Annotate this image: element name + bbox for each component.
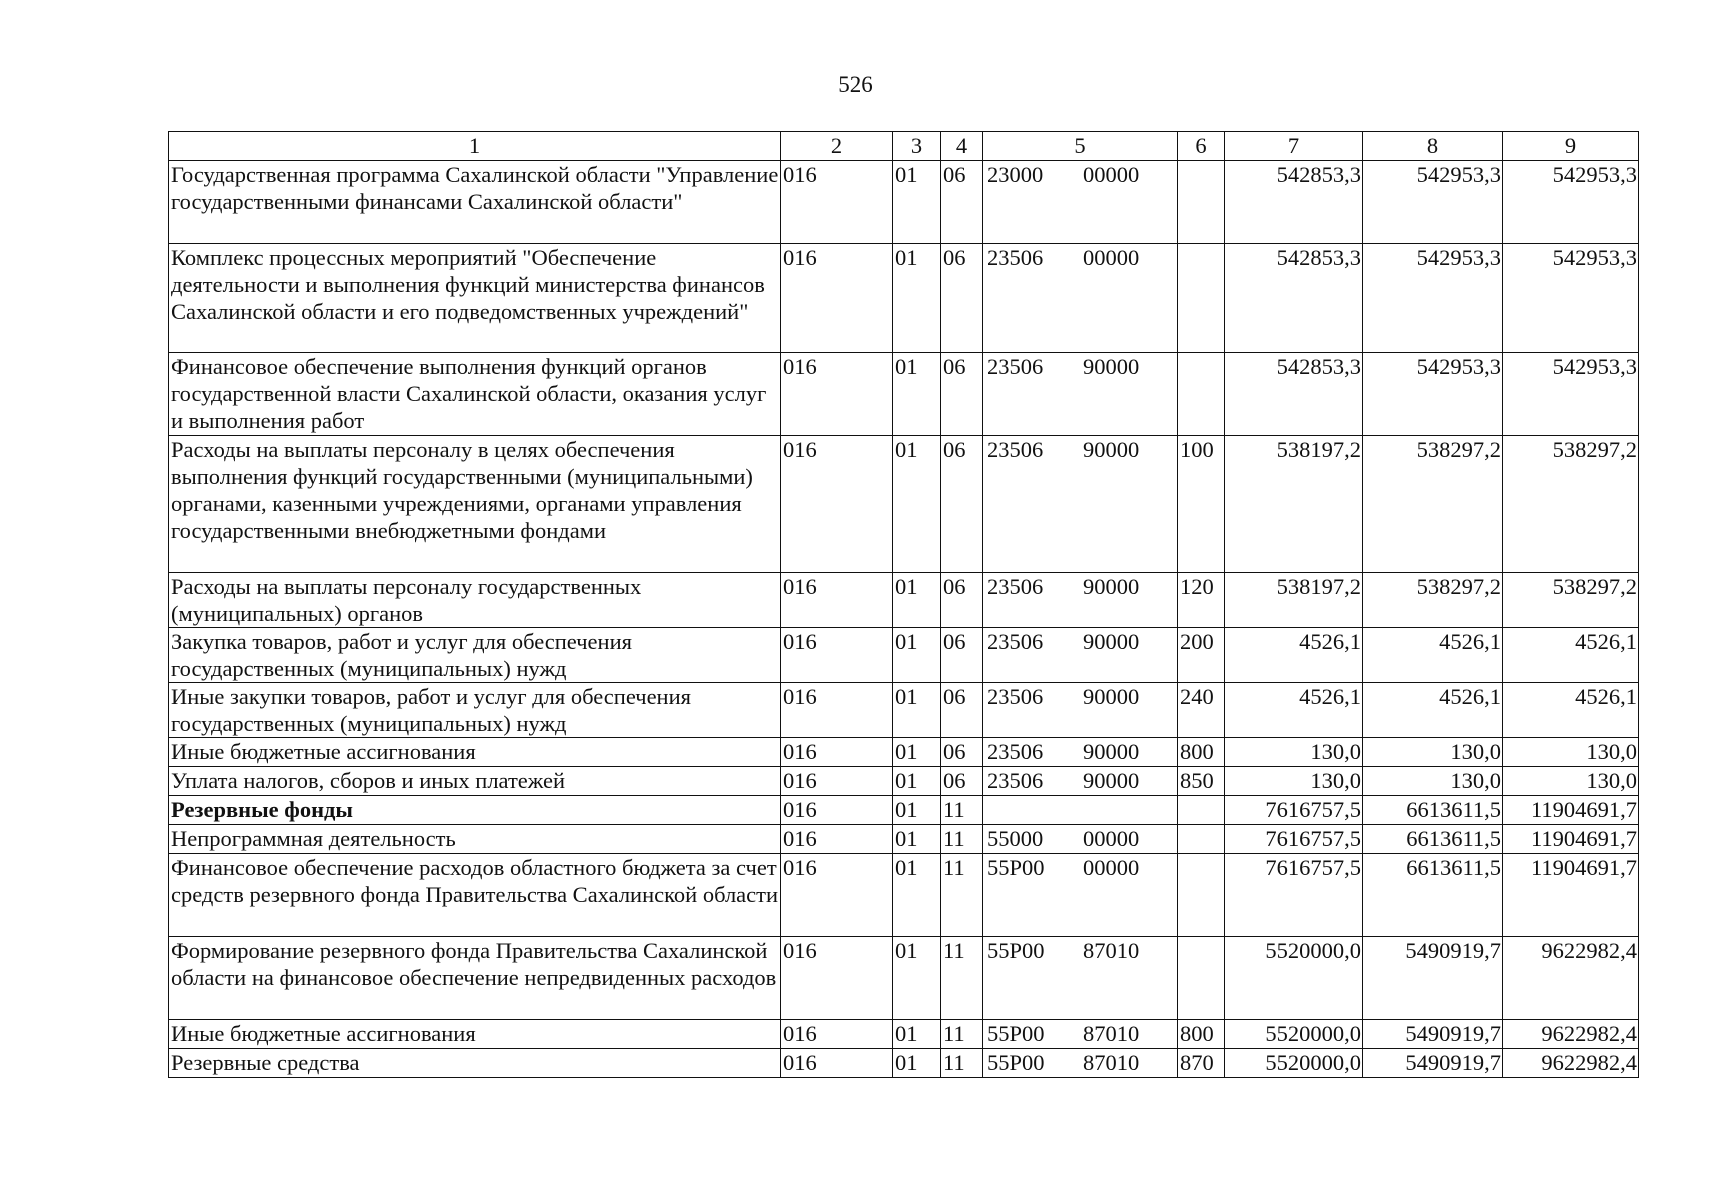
amount-col-7-cell: 542853,3 (1225, 244, 1363, 353)
header-col-6: 6 (1178, 132, 1225, 161)
row-name-cell: Государственная программа Сахалинской области "Управление государственными финансами Сахалинской области" (169, 161, 781, 244)
target-article-part-1: 23506 (987, 739, 1044, 764)
table-row (169, 161, 1639, 244)
subsection-cell: 06 (941, 244, 983, 353)
amount-col-7-cell: 542853,3 (1225, 161, 1363, 244)
expense-type-cell (1178, 854, 1225, 937)
target-article-cell (983, 825, 1178, 854)
target-article-cell (983, 573, 1178, 628)
table-row (169, 1020, 1639, 1049)
target-article-cell (983, 854, 1178, 937)
target-article-part-2: 90000 (1083, 354, 1140, 379)
amount-col-8-cell: 6613611,5 (1363, 825, 1503, 854)
target-article-cell (983, 767, 1178, 796)
expense-type-cell: 800 (1178, 738, 1225, 767)
section-cell: 01 (893, 244, 941, 353)
header-col-3: 3 (893, 132, 941, 161)
subsection-cell: 11 (941, 796, 983, 825)
target-article-part-1: 23506 (987, 354, 1044, 379)
header-row (169, 132, 1639, 161)
amount-col-8-cell: 542953,3 (1363, 161, 1503, 244)
subsection-cell: 11 (941, 854, 983, 937)
ministry-code-cell: 016 (781, 628, 893, 683)
amount-col-9-cell: 542953,3 (1503, 161, 1639, 244)
target-article-part-2: 87010 (1083, 938, 1140, 963)
amount-col-7-cell: 538197,2 (1225, 436, 1363, 573)
target-article-part-1: 23000 (987, 162, 1044, 187)
ministry-code-cell: 016 (781, 1020, 893, 1049)
table-row (169, 436, 1639, 573)
row-name-cell: Резервные фонды (169, 796, 781, 825)
row-name-cell: Непрограммная деятельность (169, 825, 781, 854)
table-row (169, 937, 1639, 1020)
target-article-part-2: 90000 (1083, 739, 1140, 764)
amount-col-8-cell: 6613611,5 (1363, 796, 1503, 825)
amount-col-7-cell: 4526,1 (1225, 628, 1363, 683)
amount-col-9-cell: 538297,2 (1503, 436, 1639, 573)
section-cell: 01 (893, 796, 941, 825)
table-row (169, 825, 1639, 854)
row-name-cell: Иные бюджетные ассигнования (169, 1020, 781, 1049)
ministry-code-cell: 016 (781, 937, 893, 1020)
section-cell: 01 (893, 436, 941, 573)
subsection-cell: 11 (941, 825, 983, 854)
amount-col-7-cell: 130,0 (1225, 738, 1363, 767)
expense-type-cell: 100 (1178, 436, 1225, 573)
amount-col-8-cell: 542953,3 (1363, 244, 1503, 353)
target-article-part-1: 55Р00 (987, 1021, 1045, 1046)
ministry-code-cell: 016 (781, 244, 893, 353)
subsection-cell: 06 (941, 738, 983, 767)
subsection-cell: 06 (941, 767, 983, 796)
amount-col-8-cell: 542953,3 (1363, 353, 1503, 436)
amount-col-9-cell: 9622982,4 (1503, 937, 1639, 1020)
table-row (169, 738, 1639, 767)
expense-type-cell: 870 (1178, 1049, 1225, 1078)
header-col-4: 4 (941, 132, 983, 161)
section-cell: 01 (893, 1020, 941, 1049)
section-cell: 01 (893, 825, 941, 854)
ministry-code-cell: 016 (781, 573, 893, 628)
row-name-cell: Резервные средства (169, 1049, 781, 1078)
amount-col-8-cell: 5490919,7 (1363, 1020, 1503, 1049)
row-name-cell: Формирование резервного фонда Правительства Сахалинской области на финансовое обеспечение непредвиденных расходов (169, 937, 781, 1020)
target-article-cell (983, 436, 1178, 573)
amount-col-8-cell: 5490919,7 (1363, 937, 1503, 1020)
target-article-cell (983, 937, 1178, 1020)
ministry-code-cell: 016 (781, 767, 893, 796)
section-cell: 01 (893, 854, 941, 937)
target-article-cell (983, 244, 1178, 353)
target-article-cell (983, 738, 1178, 767)
target-article-part-2: 87010 (1083, 1050, 1140, 1075)
amount-col-8-cell: 538297,2 (1363, 436, 1503, 573)
ministry-code-cell: 016 (781, 436, 893, 573)
section-cell: 01 (893, 353, 941, 436)
target-article-part-2: 00000 (1083, 826, 1140, 851)
subsection-cell: 11 (941, 1020, 983, 1049)
target-article-cell (983, 683, 1178, 738)
amount-col-9-cell: 538297,2 (1503, 573, 1639, 628)
target-article-part-1: 23506 (987, 437, 1044, 462)
target-article-part-2: 90000 (1083, 437, 1140, 462)
subsection-cell: 06 (941, 161, 983, 244)
amount-col-8-cell: 4526,1 (1363, 683, 1503, 738)
target-article-part-1: 55Р00 (987, 938, 1045, 963)
amount-col-7-cell: 7616757,5 (1225, 825, 1363, 854)
amount-col-9-cell: 11904691,7 (1503, 854, 1639, 937)
section-cell: 01 (893, 628, 941, 683)
amount-col-7-cell: 7616757,5 (1225, 854, 1363, 937)
target-article-part-1: 23506 (987, 245, 1044, 270)
row-name-cell: Иные бюджетные ассигнования (169, 738, 781, 767)
section-cell: 01 (893, 573, 941, 628)
amount-col-7-cell: 7616757,5 (1225, 796, 1363, 825)
section-cell: 01 (893, 161, 941, 244)
header-col-5: 5 (983, 132, 1178, 161)
expense-type-cell: 120 (1178, 573, 1225, 628)
section-cell: 01 (893, 738, 941, 767)
ministry-code-cell: 016 (781, 738, 893, 767)
target-article-part-2: 87010 (1083, 1021, 1140, 1046)
target-article-part-2: 90000 (1083, 574, 1140, 599)
expense-type-cell (1178, 825, 1225, 854)
expense-type-cell: 800 (1178, 1020, 1225, 1049)
section-cell: 01 (893, 937, 941, 1020)
target-article-cell (983, 353, 1178, 436)
target-article-cell (983, 161, 1178, 244)
expense-type-cell: 850 (1178, 767, 1225, 796)
target-article-part-2: 90000 (1083, 768, 1140, 793)
table-row (169, 767, 1639, 796)
header-col-1: 1 (169, 132, 781, 161)
target-article-part-1: 23506 (987, 684, 1044, 709)
ministry-code-cell: 016 (781, 825, 893, 854)
table-row (169, 353, 1639, 436)
target-article-part-1: 55000 (987, 826, 1044, 851)
amount-col-8-cell: 538297,2 (1363, 573, 1503, 628)
ministry-code-cell: 016 (781, 854, 893, 937)
header-col-8: 8 (1363, 132, 1503, 161)
target-article-part-2: 00000 (1083, 162, 1140, 187)
expense-type-cell (1178, 796, 1225, 825)
ministry-code-cell: 016 (781, 796, 893, 825)
table-row (169, 244, 1639, 353)
amount-col-7-cell: 5520000,0 (1225, 937, 1363, 1020)
expense-type-cell (1178, 244, 1225, 353)
subsection-cell: 11 (941, 1049, 983, 1078)
subsection-cell: 06 (941, 436, 983, 573)
expense-type-cell (1178, 937, 1225, 1020)
table-row (169, 854, 1639, 937)
target-article-part-2: 00000 (1083, 245, 1140, 270)
row-name-cell: Расходы на выплаты персоналу в целях обеспечения выполнения функций государственными (муниципальными) органами, казенными учреждениями, органами управления государственными внебюджетными фондами (169, 436, 781, 573)
amount-col-9-cell: 11904691,7 (1503, 796, 1639, 825)
amount-col-9-cell: 4526,1 (1503, 683, 1639, 738)
budget-table (168, 131, 1639, 1078)
amount-col-7-cell: 130,0 (1225, 767, 1363, 796)
amount-col-8-cell: 5490919,7 (1363, 1049, 1503, 1078)
amount-col-8-cell: 6613611,5 (1363, 854, 1503, 937)
table-row (169, 1049, 1639, 1078)
header-col-9: 9 (1503, 132, 1639, 161)
target-article-part-1: 23506 (987, 574, 1044, 599)
target-article-cell (983, 1049, 1178, 1078)
expense-type-cell (1178, 353, 1225, 436)
ministry-code-cell: 016 (781, 1049, 893, 1078)
amount-col-8-cell: 4526,1 (1363, 628, 1503, 683)
row-name-cell: Закупка товаров, работ и услуг для обеспечения государственных (муниципальных) нужд (169, 628, 781, 683)
section-cell: 01 (893, 1049, 941, 1078)
page-number: 526 (838, 72, 873, 97)
target-article-cell (983, 1020, 1178, 1049)
amount-col-9-cell: 130,0 (1503, 767, 1639, 796)
section-cell: 01 (893, 767, 941, 796)
target-article-cell (983, 796, 1178, 825)
row-name-cell: Расходы на выплаты персоналу государственных (муниципальных) органов (169, 573, 781, 628)
amount-col-7-cell: 4526,1 (1225, 683, 1363, 738)
row-name-cell: Финансовое обеспечение расходов областного бюджета за счет средств резервного фонда Правительства Сахалинской области (169, 854, 781, 937)
table-row (169, 573, 1639, 628)
amount-col-7-cell: 538197,2 (1225, 573, 1363, 628)
target-article-part-2: 00000 (1083, 855, 1140, 880)
header-col-2: 2 (781, 132, 893, 161)
amount-col-9-cell: 130,0 (1503, 738, 1639, 767)
amount-col-9-cell: 542953,3 (1503, 244, 1639, 353)
expense-type-cell (1178, 161, 1225, 244)
amount-col-8-cell: 130,0 (1363, 767, 1503, 796)
table-row (169, 628, 1639, 683)
target-article-part-2: 90000 (1083, 684, 1140, 709)
section-cell: 01 (893, 683, 941, 738)
amount-col-9-cell: 4526,1 (1503, 628, 1639, 683)
target-article-part-1: 55Р00 (987, 1050, 1045, 1075)
subsection-cell: 06 (941, 628, 983, 683)
amount-col-7-cell: 5520000,0 (1225, 1049, 1363, 1078)
row-name-cell: Уплата налогов, сборов и иных платежей (169, 767, 781, 796)
ministry-code-cell: 016 (781, 353, 893, 436)
subsection-cell: 06 (941, 573, 983, 628)
target-article-cell (983, 628, 1178, 683)
target-article-part-1: 55Р00 (987, 855, 1045, 880)
subsection-cell: 06 (941, 353, 983, 436)
amount-col-9-cell: 542953,3 (1503, 353, 1639, 436)
table-row (169, 683, 1639, 738)
target-article-part-2: 90000 (1083, 629, 1140, 654)
target-article-part-1: 23506 (987, 768, 1044, 793)
subsection-cell: 11 (941, 937, 983, 1020)
expense-type-cell: 240 (1178, 683, 1225, 738)
expense-type-cell: 200 (1178, 628, 1225, 683)
amount-col-7-cell: 542853,3 (1225, 353, 1363, 436)
amount-col-9-cell: 9622982,4 (1503, 1049, 1639, 1078)
row-name-cell: Финансовое обеспечение выполнения функций органов государственной власти Сахалинской области, оказания услуг и выполнения работ (169, 353, 781, 436)
subsection-cell: 06 (941, 683, 983, 738)
ministry-code-cell: 016 (781, 161, 893, 244)
amount-col-8-cell: 130,0 (1363, 738, 1503, 767)
row-name-cell: Иные закупки товаров, работ и услуг для обеспечения государственных (муниципальных) нужд (169, 683, 781, 738)
target-article-part-1: 23506 (987, 629, 1044, 654)
amount-col-9-cell: 9622982,4 (1503, 1020, 1639, 1049)
amount-col-9-cell: 11904691,7 (1503, 825, 1639, 854)
table-row (169, 796, 1639, 825)
ministry-code-cell: 016 (781, 683, 893, 738)
row-name-cell: Комплекс процессных мероприятий "Обеспечение деятельности и выполнения функций министерства финансов Сахалинской области и его подведомственных учреждений" (169, 244, 781, 353)
amount-col-7-cell: 5520000,0 (1225, 1020, 1363, 1049)
header-col-7: 7 (1225, 132, 1363, 161)
